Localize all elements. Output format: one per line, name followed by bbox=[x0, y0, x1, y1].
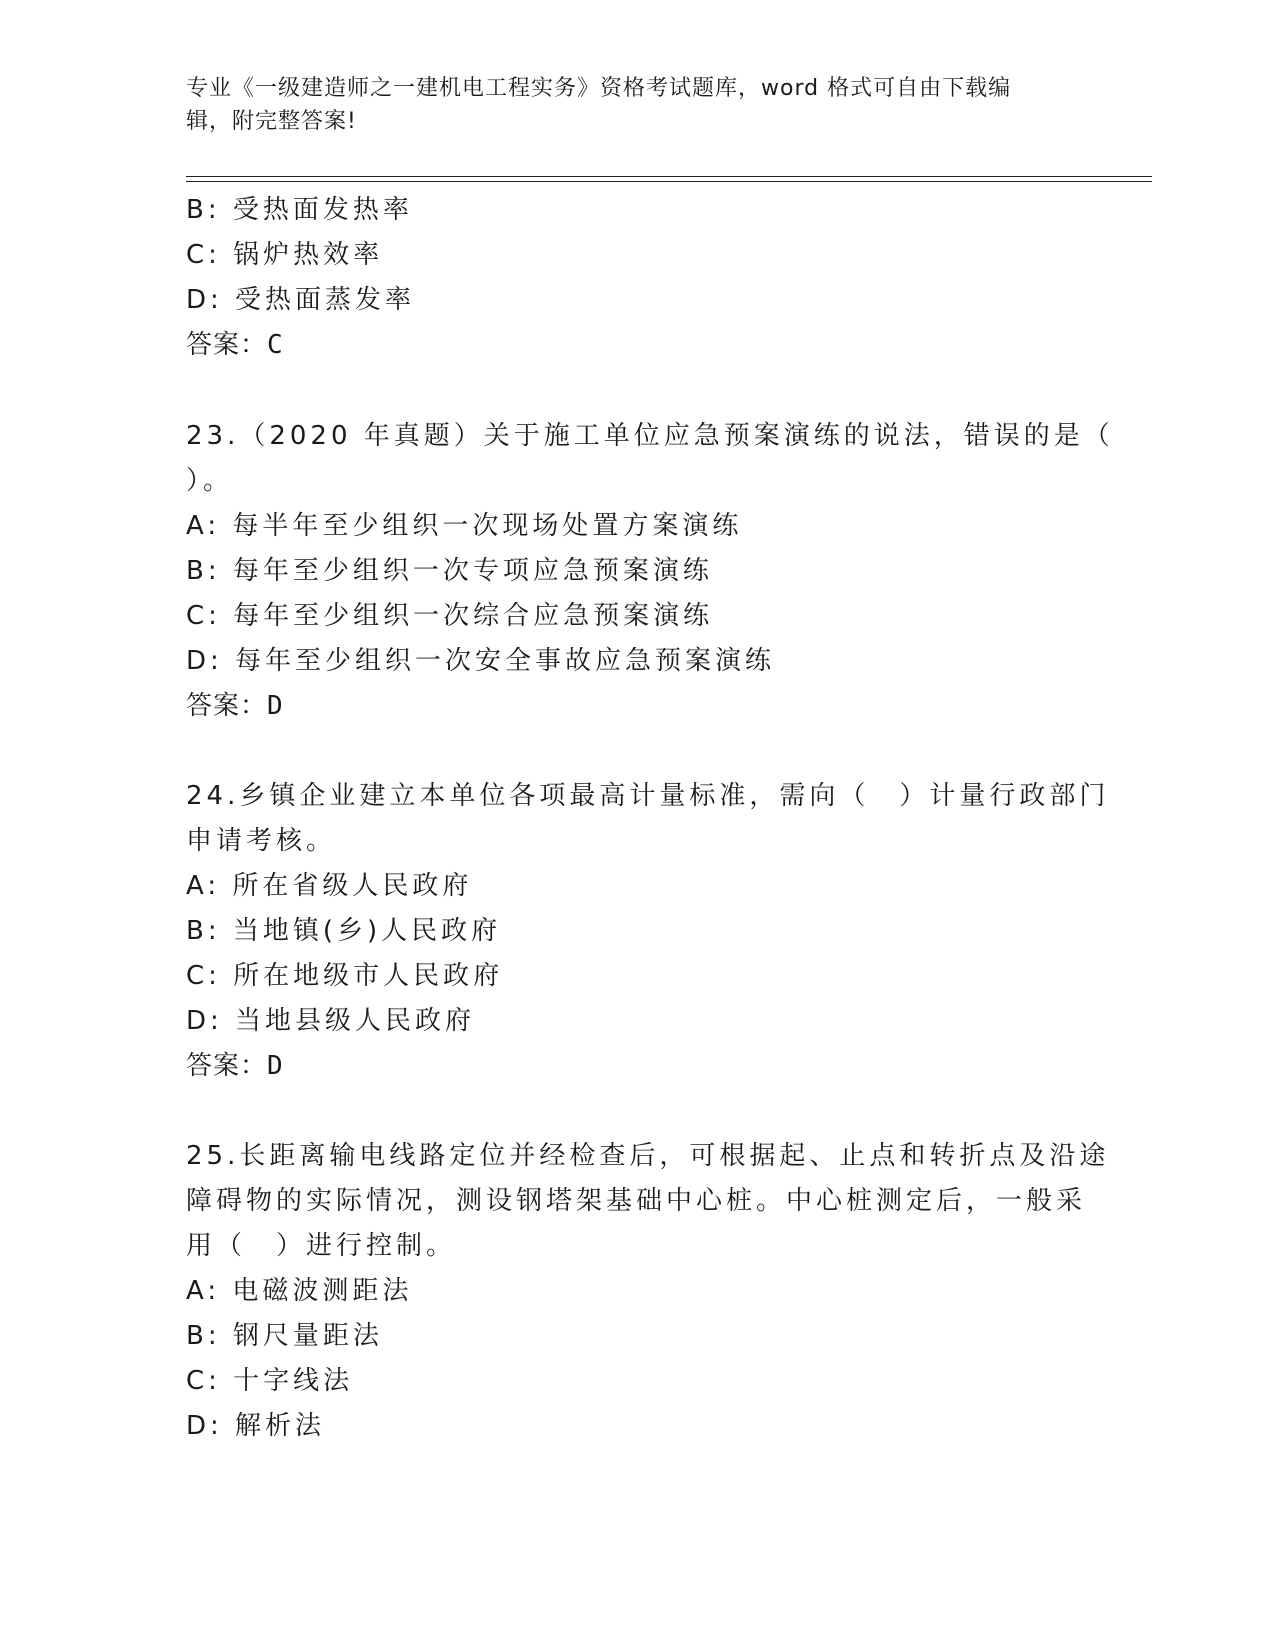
q25-option-b: B: 钢尺量距法 bbox=[186, 1321, 383, 1351]
q25-option-c: C: 十字线法 bbox=[186, 1366, 354, 1396]
q24-stem-line1: 24.乡镇企业建立本单位各项最高计量标准，需向（ ）计量行政部门 bbox=[186, 781, 1110, 811]
answer-value: D bbox=[267, 691, 284, 721]
q25-option-a: A: 电磁波测距法 bbox=[186, 1276, 413, 1306]
q22-option-b: B: 受热面发热率 bbox=[186, 195, 413, 225]
q24-stem-line2: 申请考核。 bbox=[186, 826, 337, 856]
q23-option-c: C: 每年至少组织一次综合应急预案演练 bbox=[186, 601, 714, 631]
q24-option-d: D: 当地县级人民政府 bbox=[186, 1006, 476, 1036]
header-divider-bottom bbox=[186, 181, 1152, 182]
q25-stem-line3: 用（ ）进行控制。 bbox=[186, 1231, 457, 1261]
q23-answer bbox=[186, 688, 284, 724]
document-header bbox=[186, 72, 1086, 138]
header-divider-top bbox=[186, 176, 1152, 177]
q25-stem-line2: 障碍物的实际情况，测设钢塔架基础中心桩。中心桩测定后，一般采 bbox=[186, 1186, 1087, 1216]
q22-option-d: D: 受热面蒸发率 bbox=[186, 285, 416, 315]
q24-answer bbox=[186, 1048, 284, 1084]
answer-label: 答案： bbox=[186, 1051, 268, 1081]
header-title-line2: 辑，附完整答案! bbox=[186, 109, 357, 134]
q25-option-d: D: 解析法 bbox=[186, 1411, 326, 1441]
q25-stem-line1: 25.长距离输电线路定位并经检查后，可根据起、止点和转折点及沿途 bbox=[186, 1141, 1110, 1171]
q23-option-d: D: 每年至少组织一次安全事故应急预案演练 bbox=[186, 646, 776, 676]
q23-option-a: A: 每半年至少组织一次现场处置方案演练 bbox=[186, 511, 743, 541]
q22-answer bbox=[186, 327, 284, 363]
q22-option-c: C: 锅炉热效率 bbox=[186, 240, 384, 270]
answer-value: D bbox=[267, 1051, 284, 1081]
q23-stem-line2: ）。 bbox=[186, 466, 234, 496]
answer-label: 答案： bbox=[186, 691, 268, 721]
q23-option-b: B: 每年至少组织一次专项应急预案演练 bbox=[186, 556, 713, 586]
q23-stem-line1: 23.（2020 年真题）关于施工单位应急预案演练的说法，错误的是（ bbox=[186, 421, 1114, 451]
answer-label: 答案： bbox=[186, 330, 268, 360]
answer-value: C bbox=[267, 330, 284, 360]
q24-option-c: C: 所在地级市人民政府 bbox=[186, 961, 504, 991]
q24-option-b: B: 当地镇(乡)人民政府 bbox=[186, 916, 502, 946]
header-title-line1: 专业《一级建造师之一建机电工程实务》资格考试题库，word 格式可自由下载编 bbox=[186, 76, 1012, 101]
q24-option-a: A: 所在省级人民政府 bbox=[186, 871, 473, 901]
